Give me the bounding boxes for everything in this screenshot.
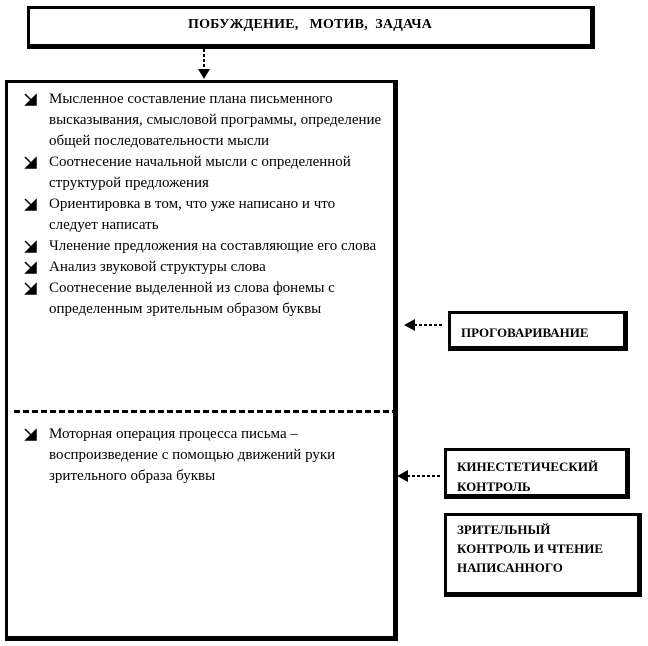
arrow-bullet-icon bbox=[24, 156, 38, 170]
down-arrow-icon bbox=[197, 49, 211, 80]
left-arrow-icon bbox=[404, 318, 444, 332]
speech-box bbox=[448, 311, 628, 351]
list-item-text: Соотнесение выделенной из слова фонемы с определенным зрительным образом буквы bbox=[49, 280, 335, 317]
upper-operations-list bbox=[22, 89, 382, 320]
list-item-text: Анализ звуковой структуры слова bbox=[49, 259, 266, 275]
list-item bbox=[22, 257, 382, 278]
list-item-text: Ориентировка в том, что уже написано и что следует написать bbox=[49, 196, 336, 233]
kinesthetic-control-box bbox=[444, 448, 630, 499]
visual-control-box bbox=[444, 513, 642, 597]
arrow-bullet-icon bbox=[24, 198, 38, 212]
arrow-bullet-icon bbox=[24, 282, 38, 296]
motive-box-title: ПОБУЖДЕНИЕ, МОТИВ, ЗАДАЧА bbox=[187, 17, 433, 32]
arrow-bullet-icon bbox=[24, 240, 38, 254]
list-item bbox=[22, 152, 382, 194]
motive-box bbox=[27, 6, 595, 49]
list-item-text: Соотнесение начальной мысли с определенной структурой предложения bbox=[49, 154, 351, 191]
arrow-bullet-icon bbox=[24, 93, 38, 107]
section-divider bbox=[14, 410, 398, 413]
list-item-text: Членение предложения на составляющие его слова bbox=[49, 238, 377, 254]
list-item bbox=[22, 194, 382, 236]
arrow-bullet-icon bbox=[24, 261, 38, 275]
writing-process-box bbox=[5, 80, 398, 641]
list-item bbox=[22, 89, 382, 152]
lower-operations-list bbox=[22, 424, 382, 487]
visual-control-label: ЗРИТЕЛЬНЫЙ КОНТРОЛЬ И ЧТЕНИЕ НАПИСАННОГО bbox=[457, 522, 603, 575]
list-item-text: Мысленное составление плана письменного высказывания, смысловой программы, определение общей последовательности мысли bbox=[49, 91, 382, 149]
speech-box-label: ПРОГОВАРИВАНИЕ bbox=[461, 325, 589, 340]
list-item bbox=[22, 236, 382, 257]
left-arrow-icon bbox=[397, 469, 442, 483]
list-item bbox=[22, 278, 382, 320]
list-item bbox=[22, 424, 382, 487]
arrow-bullet-icon bbox=[24, 428, 38, 442]
list-item-text: Моторная операция процесса письма – воспроизведение с помощью движений руки зрительного образа буквы bbox=[49, 426, 336, 484]
kinesthetic-control-label: КИНЕСТЕТИЧЕСКИЙ КОНТРОЛЬ bbox=[457, 459, 599, 494]
